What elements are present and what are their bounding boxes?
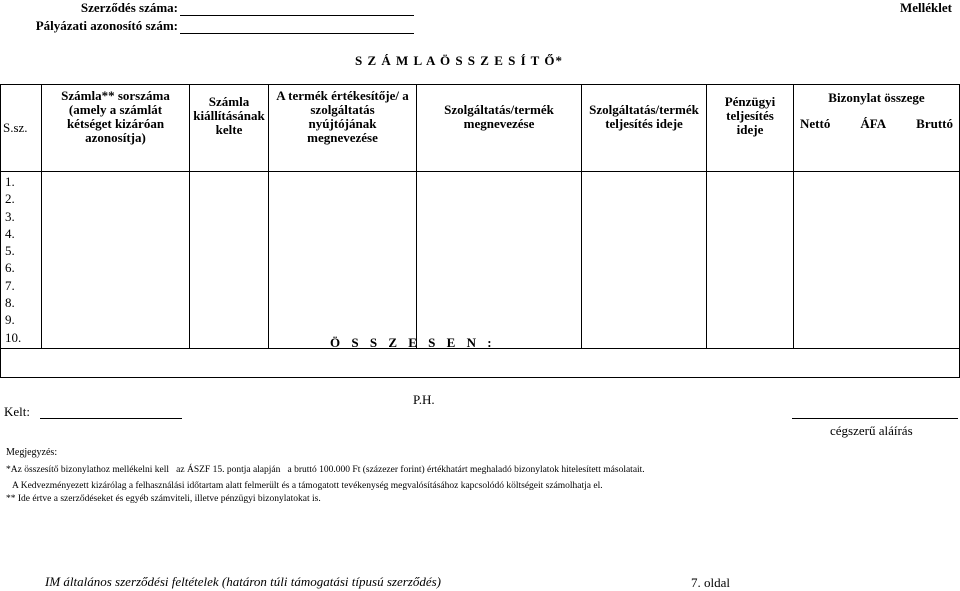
row-numbers <box>1 172 42 349</box>
header-invoice-number: Számla** sorszáma (amely a számlát kétséget kizáróan azonosítja) <box>42 85 190 172</box>
annex-label: Melléklet <box>900 0 952 15</box>
row-number: 6. <box>5 260 15 276</box>
header-item: Szolgáltatás/termék megnevezése <box>417 85 582 172</box>
row-number: 1. <box>5 174 15 189</box>
note-1: *Az összesítő bizonylathoz mellékelni kell az ÁSZF 15. pontja alapján a bruttó 100.000 Ft (százezer forint) értékhatárt meghaladó bizonylatok hitelesített másolatait. <box>6 465 645 475</box>
header-issue-date: Számla kiállításának kelte <box>190 85 269 172</box>
row-number: 7. <box>5 277 15 293</box>
application-id-line[interactable] <box>180 33 414 34</box>
header-ssz: S.sz. <box>1 85 42 172</box>
signature-label: cégszerű aláírás <box>830 423 913 438</box>
row-number: 9. <box>5 312 15 328</box>
row-number: 3. <box>5 208 15 224</box>
row-number: 2. <box>5 191 15 207</box>
cell-delivery-date[interactable] <box>582 172 707 349</box>
header-seller: A termék értékesítője/ a szolgáltatás nyújtójának megnevezése <box>269 85 417 172</box>
page-title: S Z Á M L A Ö S S Z E S Í T Ő* <box>355 53 563 68</box>
sum-label: Ö S S Z E S E N : <box>330 335 496 350</box>
row-number: 4. <box>5 225 15 241</box>
note-3: ** Ide értve a szerződéseket és egyéb számviteli, illetve pénzügyi bizonylatokat is. <box>6 494 321 504</box>
footer-title: IM általános szerződési feltételek (határon túli támogatási típusú szerződés) <box>45 574 441 589</box>
header-net: Nettó <box>800 116 831 131</box>
cell-seller[interactable] <box>269 172 417 349</box>
page-number: 7. oldal <box>691 575 730 590</box>
cell-document-total[interactable] <box>794 172 960 349</box>
place-date-label: Kelt: <box>4 404 30 419</box>
header-total-title: Bizonylat összege <box>828 90 925 105</box>
cell-item[interactable] <box>417 172 582 349</box>
cell-invoice-number[interactable] <box>42 172 190 349</box>
header-gross: Bruttó <box>916 116 953 131</box>
contract-number-line[interactable] <box>180 15 414 16</box>
header-vat: ÁFA <box>860 116 887 131</box>
cell-issue-date[interactable] <box>190 172 269 349</box>
invoice-summary-table <box>0 84 960 378</box>
place-date-line[interactable] <box>40 418 182 419</box>
header-payment-date: Pénzügyi teljesítés ideje <box>707 85 794 172</box>
contract-number-label: Szerződés száma: <box>80 0 178 15</box>
header-delivery-date: Szolgáltatás/termék teljesítés ideje <box>582 85 707 172</box>
table-sum-row <box>1 349 960 378</box>
row-number: 10. <box>5 329 22 345</box>
row-number: 5. <box>5 243 15 259</box>
stamp-label: P.H. <box>413 392 435 407</box>
row-number: 8. <box>5 295 15 311</box>
notes-heading: Megjegyzés: <box>6 447 58 458</box>
note-2: A Kedvezményezett kizárólag a felhasználási időtartam alatt felmerült és a támogatott tevékenység megvalósításához kapcsolódó költségeit számolhatja el. <box>12 481 603 491</box>
cell-payment-date[interactable] <box>707 172 794 349</box>
table-header-row <box>1 85 960 172</box>
table-body-row <box>1 172 960 349</box>
header-document-total <box>794 85 960 172</box>
sum-row-cell <box>1 349 960 378</box>
signature-line[interactable] <box>792 418 958 419</box>
application-id-label: Pályázati azonosító szám: <box>35 18 178 33</box>
